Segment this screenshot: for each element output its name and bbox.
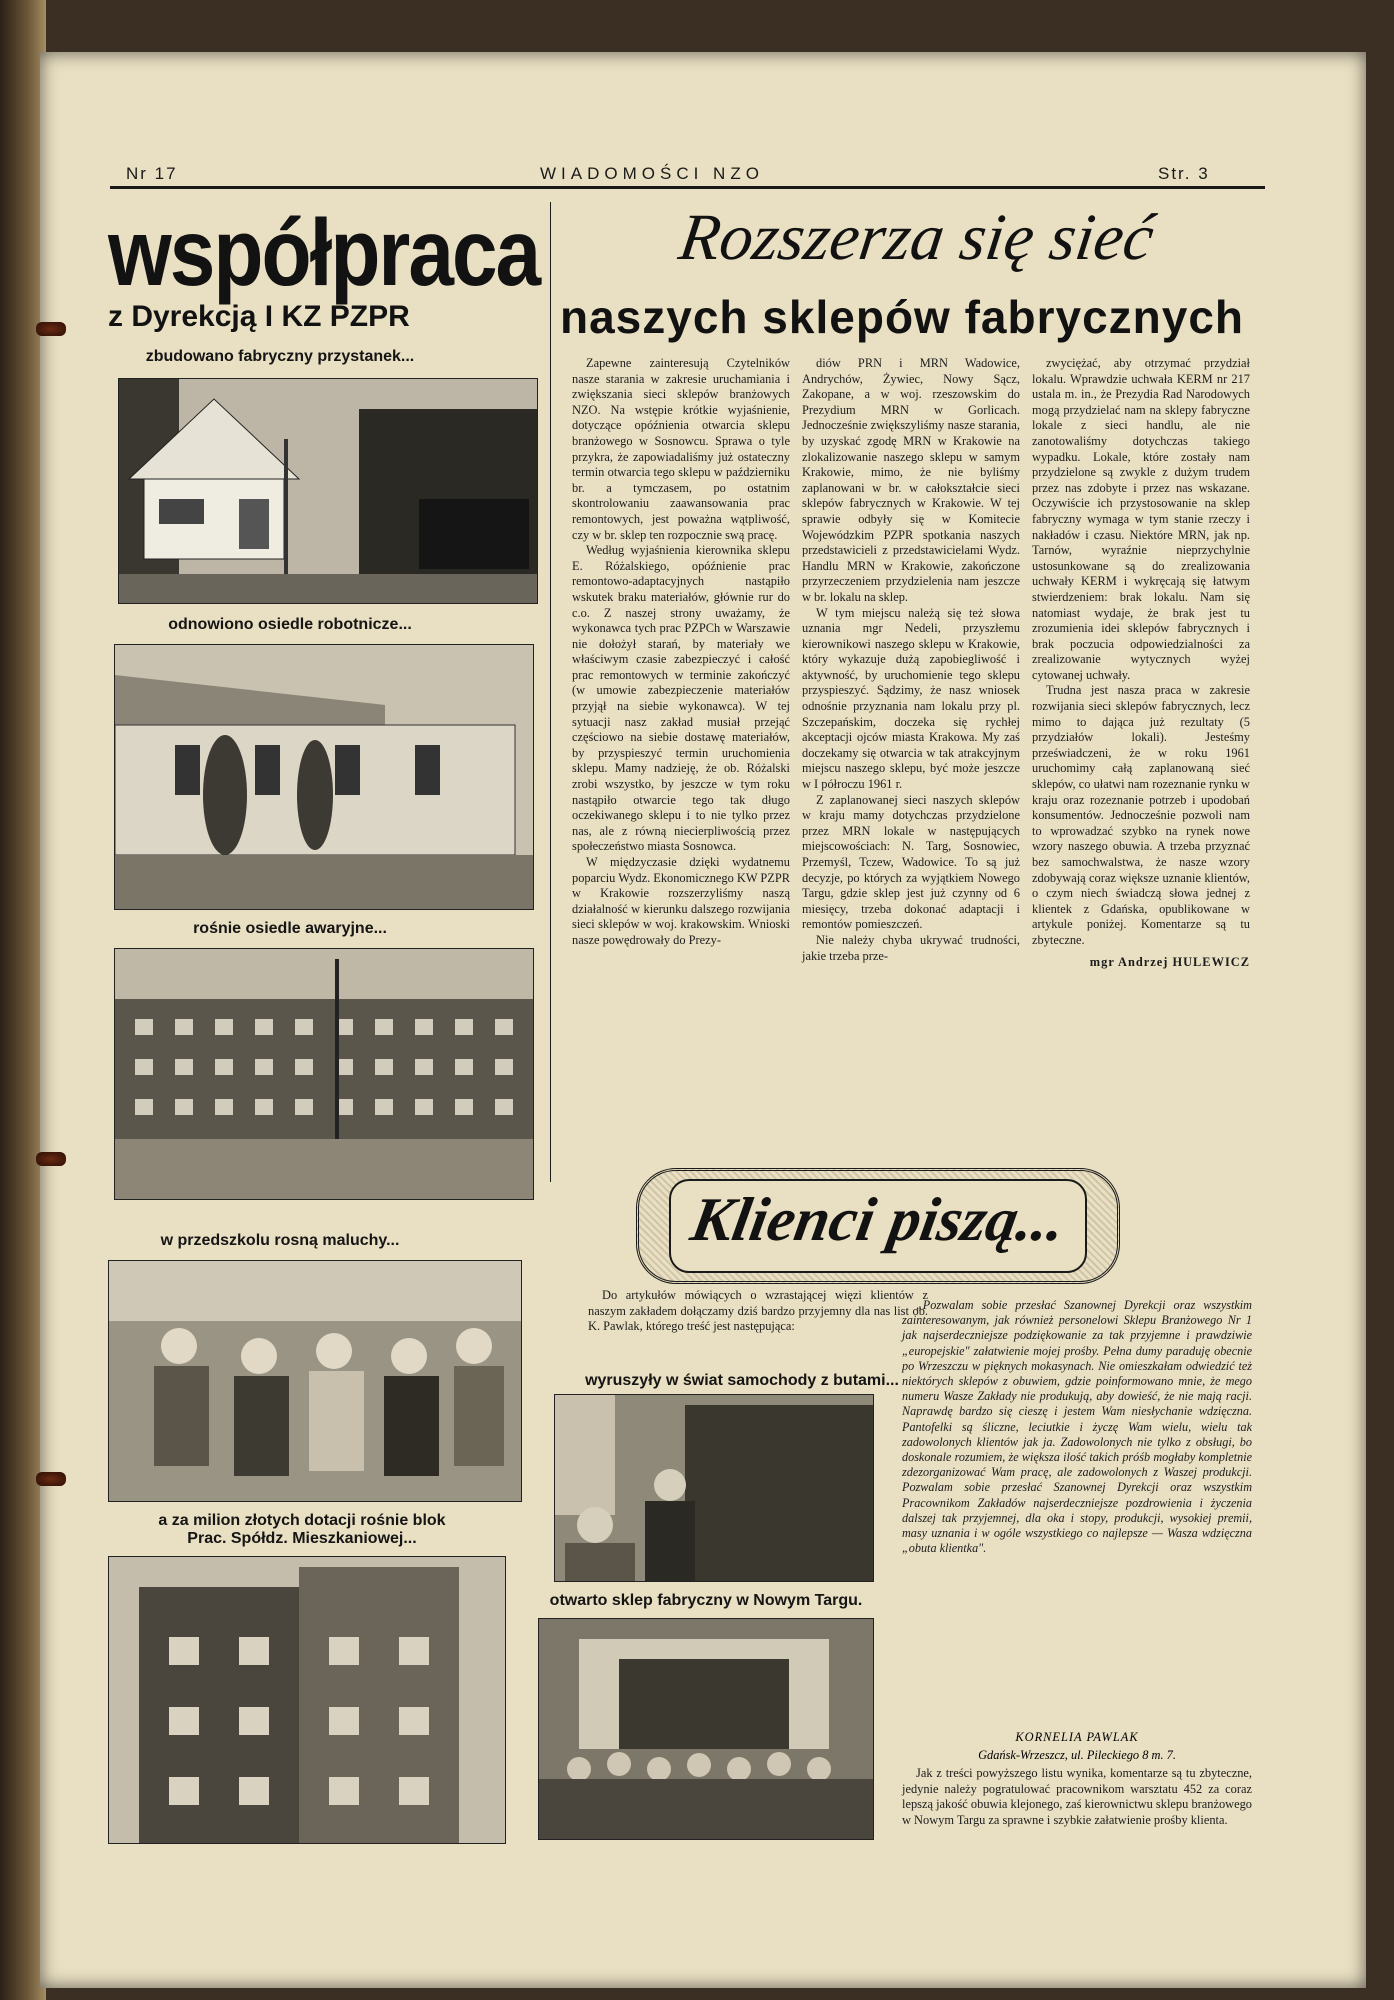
- binding-ring: [36, 322, 66, 336]
- letter-comment-text: Jak z treści powyższego listu wynika, komentarze są tu zbyteczne, jedynie należy pogratulować pracownikom warsztatu 452 za coraz lepszą jakość obuwia klejonego, zaś kierownictwu sklepu branżowego w Nowym Targu za sprawne i szybkie załatwienie prośby klienta.: [902, 1766, 1252, 1827]
- article-paragraph: Trudna jest nasza praca w zakresie rozwijania sieci sklepów fabrycznych, lecz mimo to dająca już rezultaty (5 przydziałów lokali). Jesteśmy przeświadczeni, że w roku 1961 uruchomimy całą zaplanowaną sieć sklepów, co ułatwi nam rozeznanie rynku w kraju oraz rozeznanie potrzeb i upodobań konsumentów. Jednocześnie pozwoli nam to wprowadzać szybko na rynek nowe wzory naszego obuwia. A trzeba przyznać bez samochwalstwa, że nasze wzory zdobywają coraz większe uznanie klientów, o czym niech świadczą słowa jednej z klientek z Gdańska, opublikowane w artykule poniżej. Komentarze są tu zbyteczne.: [1032, 683, 1250, 947]
- article-paragraph: W międzyczasie dzięki wydatnemu poparciu Wydz. Ekonomicznego KW PZPR w Krakowie rozszerzyliśmy naszą działalność w kierunku dalszego rozwijania sieci sklepów w woj. krakowskim. Wnioski nasze powędrowały do Prezy-: [572, 855, 791, 947]
- photo-store-nowy-targ: [538, 1618, 874, 1840]
- article-paragraph: Z zaplanowanej sieci naszych sklepów w kraju mamy dotychczas przydzielone przez MRN lokale w następujących miejscowościach: N. Targ, Sosnowiec, Przemyśl, Tczew, Wadowice. To są już decyzje, po których za wyjątkiem Nowego Targu, gdzie sklep jest już czynny od 6 miesięcy, trzeba dokonać adaptacji i remontów pomieszczeń.: [802, 792, 1020, 932]
- housing-block-illustration: [109, 1557, 505, 1843]
- letter-text: [902, 1298, 1252, 1556]
- emergency-estate-illustration: [115, 949, 533, 1199]
- letters-intro: [588, 1288, 928, 1335]
- caption-kindergarten: w przedszkolu rosną maluchy...: [160, 1232, 400, 1249]
- letter-signature: KORNELIA PAWLAK: [1015, 1730, 1139, 1744]
- caption-housing-block-2: Prac. Spółdz. Mieszkaniowej...: [187, 1530, 417, 1547]
- article-title-bold: naszych sklepów fabrycznych: [560, 291, 1245, 343]
- letter-comment: [902, 1766, 1252, 1828]
- photo-trucks: [554, 1394, 874, 1582]
- photo-emergency-estate: [114, 948, 534, 1200]
- photo-bus-stop: [118, 378, 538, 604]
- kindergarten-illustration: [109, 1261, 521, 1501]
- article-paragraph: Według wyjaśnienia kierownika sklepu E. Różalskiego, opóźnienie prac remontowo-adaptacyjnych nastąpiło wskutek braku materiałów, głównie rur do c.o. Z naszej strony uważamy, że wykonawca tych prac PZPCh w Warszawie nie dołożył starań, by materiały we właściwym czasie zabezpieczyć i całość prac remontowych w terminie zakończyć (w umowie zabezpieczenie materiałów przyjął na siebie wykonawca). W tej sytuacji nasz zakład musiał przejąć częściowo na siebie dostawę materiałów, by przyspieszyć termin uruchomienia sklepu. Mamy nadzieję, że ob. Różalski zrobi wszystko, by jeszcze w tym roku nastąpiło otwarcie tego tak długo oczekiwanego sklepu i to nie tylko przez nas, ale z równą niecierpliwością przez społeczeństwo miasta Sosnowca.: [572, 543, 790, 854]
- article-column-3: [1032, 356, 1250, 970]
- page-number: Str. 3: [1158, 164, 1210, 183]
- letter-body: „Pozwalam sobie przesłać Szanownej Dyrekcji oraz wszystkim zainteresowanym, jak również personelowi Sklepu Branżowego Nr 1 jak najserdeczniejsze podziękowanie za tak przyjemne i prawdziwie „europejskie" załatwienie mojej prośby. Pełna dumy paraduję obecnie po Wrzeszczu w pięknych mokasynach. Nie omieszkałam odwiedzić też niektórych sklepów z obuwiem, gdzie poinformowano mnie, że mego numeru Wasze Zakłady nie produkują, aby dowieść, że nie mają racji. Naprawdę bardzo się cieszę i jestem Wam niesłychanie wdzięczna. Pantofelki są śliczne, leciutkie i życzę Wam wielu, wielu tak zadowolonych klientów jak ja. Zadowolonych nie tylko z obsługi, bo doskonale rozumiem, że większa ilość takich próśb mogłaby kompletnie zdezorganizować Wam pracę, ale zadowolonych z Waszej produkcji. Pozwalam sobie przesłać Szanownej Dyrekcji oraz wszystkim Pracownikom Zakładów najserdeczniejsze pozdrowienia i życzenia dalszej tak przyjemnej, dla oka i stopy, produkcji, wysokiej premii, masy uznania i w ogóle wszystkiego co najlepsze — Wasza wdzięczna „obuta klientka".: [902, 1298, 1252, 1556]
- caption-trucks: wyruszyły w świat samochody z butami...: [585, 1372, 899, 1389]
- article-paragraph: zwyciężać, aby otrzymać przydział lokalu. Wprawdzie uchwała KERM nr 217 ustala m. in., że Prezydia Rad Narodowych mogą przydzielać nam na sklepy fabryczne lokale z sieci handlu, ale nie zanotowaliśmy dotychczas takiego wypadku. Lokale, które zostały nam przydzielone są zwykle z dużym trudem przez nas zdobyte i przez nas wskazane. Oczywiście ich przystosowanie na sklep fabryczny wymaga w tym stanie rzeczy i nakładów i czasu. Niektóre MRN, jak np. Tarnów, wyraźnie nieprzychylnie ustosunkowane są do zrealizowania uchwały KERM i wykręcają się łatwym stwierdzeniem: brak lokalu. Nam się natomiast wydaje, że brak jest tu zrozumienia idei sklepów fabrycznych i brak poczucia odpowiedzialności za zrealizowanie wytycznych wyżej cytowanej uchwały.: [1032, 356, 1250, 682]
- caption-housing-block-1: a za milion złotych dotacji rośnie blok: [158, 1512, 446, 1529]
- photo-workers-estate: [114, 644, 534, 910]
- letter-address: Gdańsk-Wrzeszcz, ul. Pileckiego 8 m. 7.: [978, 1748, 1176, 1762]
- issue-number: Nr 17: [126, 164, 178, 183]
- headline-wspolpraca: współpraca: [108, 201, 540, 306]
- binding-ring: [36, 1472, 66, 1486]
- caption-emergency-estate: rośnie osiedle awaryjne...: [193, 920, 387, 937]
- article-paragraph: Nie należy chyba ukrywać trudności, jakie trzeba prze-: [802, 932, 1020, 963]
- bus-stop-illustration: [119, 379, 537, 603]
- photo-housing-block: [108, 1556, 506, 1844]
- photo-kindergarten: [108, 1260, 522, 1502]
- binding-ring: [36, 1152, 66, 1166]
- subheadline: z Dyrekcją I KZ PZPR: [108, 300, 410, 333]
- letters-intro-text: Do artykułów mówiących o wzrastającej więzi klientów z naszym zakładem dołączamy dziś bardzo przyjemny dla nas list ob. K. Pawlak, którego treść jest następująca:: [588, 1288, 928, 1334]
- article-column-1: [572, 356, 790, 949]
- header-rule: [110, 186, 1265, 189]
- column-divider: [550, 202, 551, 1182]
- workers-estate-illustration: [115, 645, 533, 909]
- article-paragraph: Zapewne zainteresują Czytelników nasze starania w zakresie uruchamiania i zwiększania sieci sklepów branżowych NZO. Na wstępie krótkie wyjaśnienie, dotyczące opóźnienia otwarcia sklepu branżowego w Sosnowcu. Sprawa o tyle przykra, że zapowiadaliśmy już ostateczny termin otwarcia tego sklepu w październiku br. a tymczasem, po ostatnim skontrolowaniu zaawansowania prac remontowych, jest poważna wątpliwość, czy w br. sklep ten rozpocznie swą pracę.: [572, 356, 790, 542]
- article-column-2: [802, 356, 1020, 964]
- publication-name: WIADOMOŚCI NZO: [540, 164, 764, 183]
- article-author: mgr Andrzej HULEWICZ: [1089, 954, 1250, 969]
- trucks-illustration: [555, 1395, 873, 1581]
- letters-banner-title: Klienci piszą...: [686, 1186, 1071, 1254]
- store-illustration: [539, 1619, 873, 1839]
- letters-banner: [636, 1168, 1120, 1284]
- newspaper-page: [40, 52, 1366, 1988]
- caption-workers-estate: odnowiono osiedle robotnicze...: [168, 616, 412, 633]
- caption-bus-stop: zbudowano fabryczny przystanek...: [145, 348, 415, 365]
- article-title-script: Rozszerza się sieć: [674, 201, 1159, 274]
- article-paragraph: W tym miejscu należą się też słowa uznania mgr Nedeli, przyszłemu kierownikowi naszego sklepu w Krakowie, który wykazuje dużą zapobiegliwość i aktywność, by uruchomienie tego sklepu przyspieszyć. Sądzimy, że nasz wniosek odnośnie przyznania nam lokalu przy pl. Szczepańskim, doczeka się rychłej akceptacji ojców miasta Krakowa. My zaś doczekamy się otwarcia w tak atrakcyjnym miejscu naszego sklepu, być może jeszcze w I półroczu 1961 r.: [802, 605, 1020, 792]
- caption-store-nowy-targ: otwarto sklep fabryczny w Nowym Targu.: [549, 1592, 863, 1609]
- article-paragraph: diów PRN i MRN Wadowice, Andrychów, Żywiec, Nowy Sącz, Zakopane, a w woj. rzeszowskim do Prezydium MRN w Gorlicach. Jednocześnie zwiększyliśmy nasze starania, by uzyskać zgodę MRN w Krakowie na zlokalizowanie naszego sklepu w samym Krakowie, mimo, że nie byliśmy zaplanowani w br. w całokształcie sieci sklepów fabrycznych w Krakowie. W tej sprawie odbyły się w Komitecie Wojewódzkim PZPR spotkania naszych przedstawicieli z przedstawicielami Wydz. Handlu MRN w Krakowie, zakończone przyrzeczeniem przydzielenia nam jeszcze w br. lokalu na sklep.: [802, 356, 1020, 604]
